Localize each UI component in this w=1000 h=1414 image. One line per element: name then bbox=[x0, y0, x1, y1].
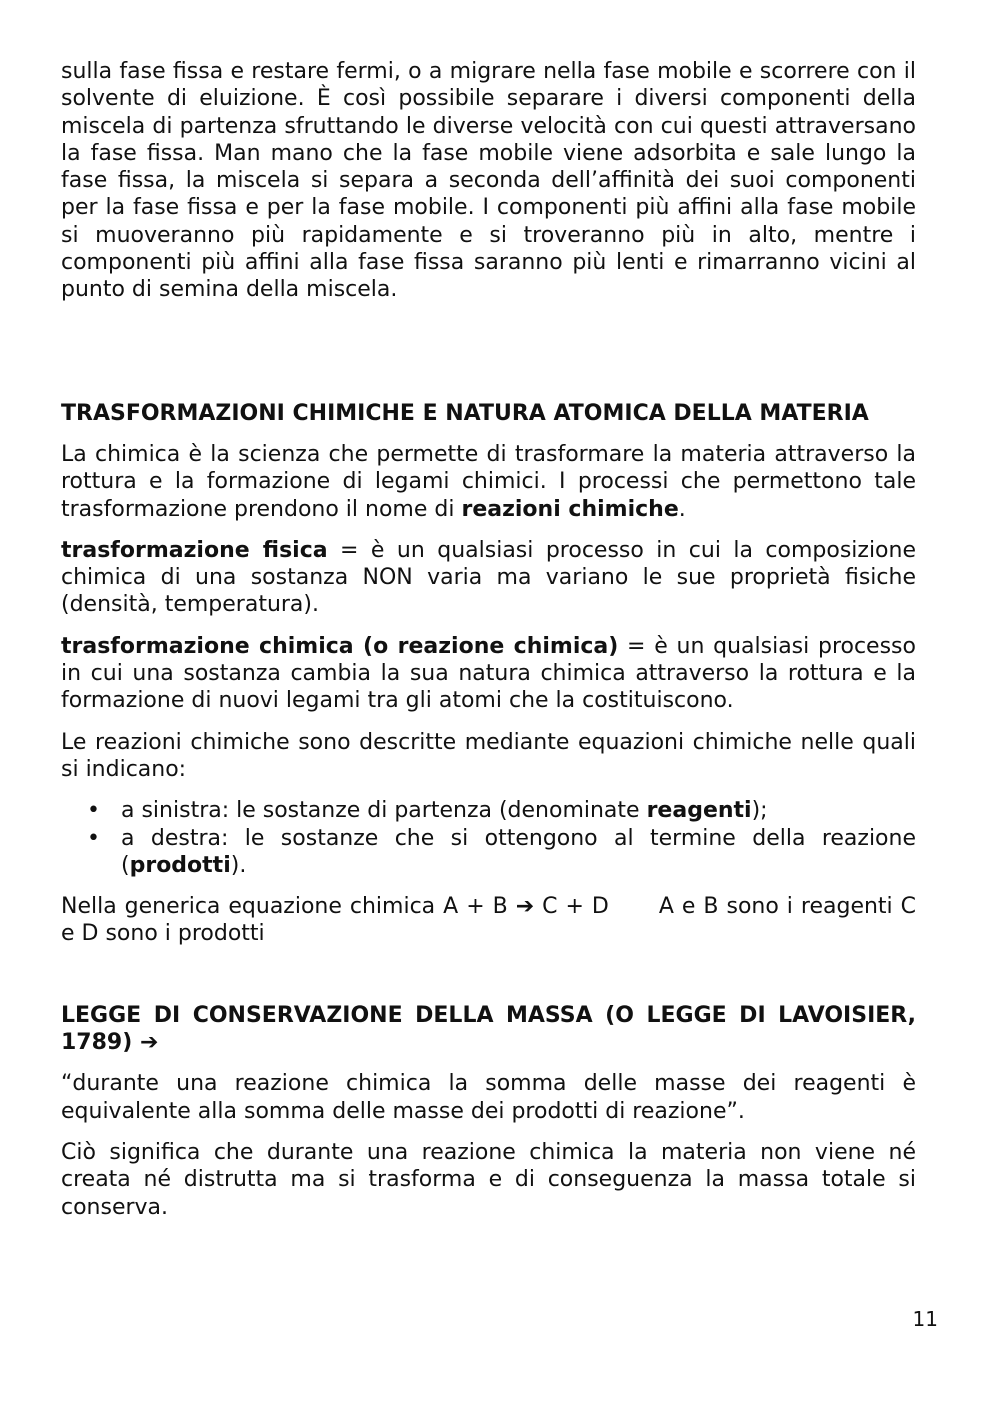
arrow-right-icon: ➔ bbox=[515, 894, 535, 920]
reagenti-term: reagenti bbox=[646, 798, 752, 824]
list-item-end: ); bbox=[751, 798, 768, 824]
chemical-transformation-term: trasformazione chimica (o reazione chimica) bbox=[61, 633, 619, 659]
generic-equation-paragraph bbox=[61, 893, 916, 948]
physical-transformation-term: trasformazione fisica bbox=[61, 537, 328, 563]
lavoisier-heading-text: LEGGE DI CONSERVAZIONE DELLA MASSA (O LEGGE DI LAVOISIER, 1789) bbox=[61, 1002, 916, 1056]
reazioni-chimiche-term: reazioni chimiche bbox=[461, 496, 679, 522]
equation-explanation: A e B sono i reagenti C e D sono i prodotti bbox=[61, 894, 917, 947]
chemistry-definition-end: . bbox=[678, 496, 686, 522]
document-page bbox=[61, 58, 916, 1221]
list-item bbox=[61, 797, 916, 824]
chemical-transformation-definition bbox=[61, 633, 916, 715]
section-heading-lavoisier bbox=[61, 1002, 916, 1057]
physical-transformation-definition bbox=[61, 537, 916, 619]
chemistry-definition-text: La chimica è la scienza che permette di trasformare la materia attraverso la rottura e la formazione di legami chimici. I processi che permettono tale trasformazione prendono il nome di bbox=[61, 441, 916, 522]
list-item-text: a destra: le sostanze che si ottengono al termine della reazione ( bbox=[121, 825, 916, 878]
equation-text: Nella generica equazione chimica A + B bbox=[61, 894, 516, 920]
equations-intro-paragraph: Le reazioni chimiche sono descritte mediante equazioni chimiche nelle quali si indicano: bbox=[61, 729, 916, 782]
list-item-text: a sinistra: le sostanze di partenza (denominate bbox=[121, 798, 647, 824]
equation-products: C + D bbox=[534, 894, 609, 920]
intro-paragraph: sulla fase fissa e restare fermi, o a migrare nella fase mobile e scorrere con il solvente di eluizione. È così possibile separare i diversi componenti della miscela di partenza sfruttando le diverse velocità con cui questi attraversano la fase fissa. Man mano che la fase mobile viene adsorbita e sale lungo la fase fissa, la miscela si separa a seconda dell’affinità dei suoi componenti per la fase fissa e per la fase mobile. I componenti più affini alla fase mobile si muoveranno più rapidamente e si troveranno più in alto, mentre i componenti più affini alla fase fissa saranno più lenti e rimarranno vicini al punto di semina della miscela. bbox=[61, 59, 916, 303]
physical-transformation-text: = è un qualsiasi processo in cui la composizione chimica di una sostanza NON varia ma variano le sue proprietà fisiche (densità, temperatura). bbox=[61, 537, 916, 618]
reaction-sides-list bbox=[61, 797, 916, 879]
list-item-end: ). bbox=[230, 852, 247, 878]
list-item bbox=[61, 825, 916, 880]
prodotti-term: prodotti bbox=[129, 852, 231, 878]
chemical-transformation-text: = è un qualsiasi processo in cui una sostanza cambia la sua natura chimica attraverso la rottura e la formazione di nuovi legami tra gli atomi che la costituiscono. bbox=[61, 633, 916, 714]
arrow-right-icon: ➔ bbox=[139, 1030, 159, 1056]
page-number: 11 bbox=[912, 1307, 938, 1331]
section-heading-trasformazioni: TRASFORMAZIONI CHIMICHE E NATURA ATOMICA DELLA MATERIA bbox=[61, 400, 869, 426]
lavoisier-quote: “durante una reazione chimica la somma delle masse dei reagenti è equivalente alla somma delle masse dei prodotti di reazione”. bbox=[61, 1071, 916, 1124]
chemistry-definition-paragraph bbox=[61, 441, 916, 523]
mass-conservation-paragraph: Ciò significa che durante una reazione chimica la materia non viene né creata né distrutta ma si trasforma e di conseguenza la massa totale si conserva. bbox=[61, 1139, 916, 1220]
